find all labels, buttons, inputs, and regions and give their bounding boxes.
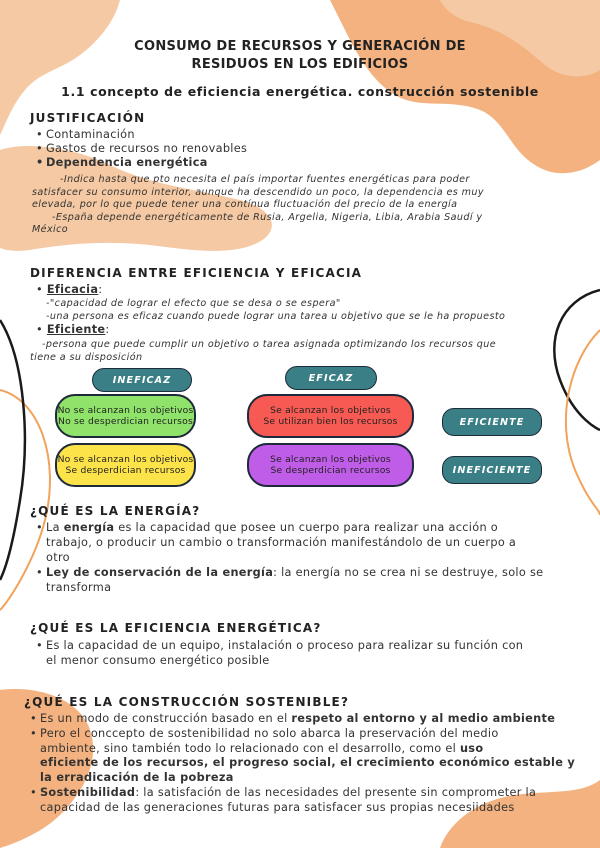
eficiente-block: • Eficiente:: [36, 323, 110, 336]
page-subtitle: 1.1 concepto de eficiencia energética. construcción sostenible: [61, 84, 539, 99]
definition-line: -persona que puede cumplir un objetivo o tarea asignada optimizando los recursos que: [42, 339, 497, 350]
title-line-1: CONSUMO DE RECURSOS Y GENERACIÓN DE: [134, 39, 466, 54]
note-line: -Indica hasta que pto necesita el país importar fuentes energéticas para poder: [60, 174, 470, 185]
eficiente-label: Eficiente: [46, 323, 106, 336]
red-quadrant: [247, 394, 414, 438]
quadrant-line: Se alcanzan los objetivos: [270, 453, 391, 465]
quadrant-line: Se desperdician recursos: [65, 465, 186, 476]
justificacion-heading: JUSTIFICACIÓN: [30, 111, 146, 125]
definition-line: -una persona es eficaz cuando puede lograr una tarea u objetivo que se le ha propuesto: [46, 310, 506, 322]
quadrant-line: No se alcanzan los objetivos: [57, 404, 194, 416]
quadrant-line: Se utilizan bien los recursos: [263, 416, 398, 427]
title-line-2: RESIDUOS EN LOS EDIFICIOS: [191, 57, 409, 72]
list-item: • Pero el conccepto de sostenibilidad no solo abarca la preservación del medio ambiente, sino también todo lo relacionado con el desarrollo, como el uso eficiente de los recursos, el progreso social, el crecimiento económico estable y la erradicación de la pobreza: [30, 727, 580, 786]
eficiente-label-pill: EFICIENTE: [442, 408, 542, 436]
energia-heading: ¿QUÉ ES LA ENERGÍA?: [30, 504, 201, 518]
ineficaz-label: INEFICAZ: [92, 368, 192, 392]
eficiencia-list: [36, 638, 581, 668]
eficiencia-heading: ¿QUÉ ES LA EFICIENCIA ENERGÉTICA?: [30, 621, 322, 635]
diferencia-heading: DIFERENCIA ENTRE EFICIENCIA Y EFICACIA: [30, 266, 363, 280]
list-item: • La energía es la capacidad que posee un cuerpo para realizar una acción o trabajo, o producir un cambio o transformación manifestándolo de un cuerpo a otro: [36, 520, 576, 565]
list-item: • Dependencia energética: [36, 156, 556, 170]
definition-line: tiene a su disposición: [30, 351, 143, 363]
eficaz-label: EFICAZ: [285, 366, 377, 390]
note-line: satisfacer su consumo interior, aunque ha descendido un poco, la dependencia es muy: [32, 186, 484, 198]
list-item: • Es un modo de construcción basado en el respeto al entorno y al medio ambiente: [30, 712, 580, 727]
list-item: • Gastos de recursos no renovables: [36, 142, 556, 156]
construccion-list: [30, 712, 580, 816]
green-quadrant: [55, 394, 196, 438]
quadrant-line: Se desperdician recursos: [270, 465, 391, 476]
list-item: • Contaminación: [36, 128, 556, 142]
eficacia-block: • Eficacia:: [36, 283, 103, 296]
definition-line: -"capacidad de lograr el efecto que se desa o se espera": [46, 298, 341, 309]
list-item: • Sostenibilidad: la satisfación de las necesidades del presente sin comprometer la capacidad de las generaciones futuras para satisfacer sus propias necesiidades: [30, 786, 580, 816]
yellow-quadrant: [55, 443, 196, 487]
list-item: • Ley de conservación de la energía: la energía no se crea ni se destruye, solo se transforma: [36, 565, 576, 595]
note-line: -España depende energéticamente de Rusia, Argelia, Nigeria, Libia, Arabia Saudí y: [52, 211, 483, 223]
construccion-heading: ¿QUÉ ES LA CONSTRUCCIÓN SOSTENIBLE?: [24, 695, 350, 709]
quadrant-line: No se alcanzan los objetivos: [57, 453, 194, 465]
energia-list: [36, 520, 576, 595]
eficacia-label: Eficacia: [46, 283, 99, 296]
note-line: México: [32, 224, 69, 235]
note-line: elevada, por lo que puede tener una contínua fluctuación del precio de la energía: [32, 199, 458, 210]
ineficiente-label-pill: INEFICIENTE: [442, 456, 542, 484]
quadrant-line: Se alcanzan los objetivos: [270, 404, 391, 416]
quadrant-line: No se desperdician recursos: [58, 416, 193, 427]
purple-quadrant: [247, 443, 414, 487]
list-item: • Es la capacidad de un equipo, instalación o proceso para realizar su función con el menor consumo energético posible: [36, 638, 581, 668]
